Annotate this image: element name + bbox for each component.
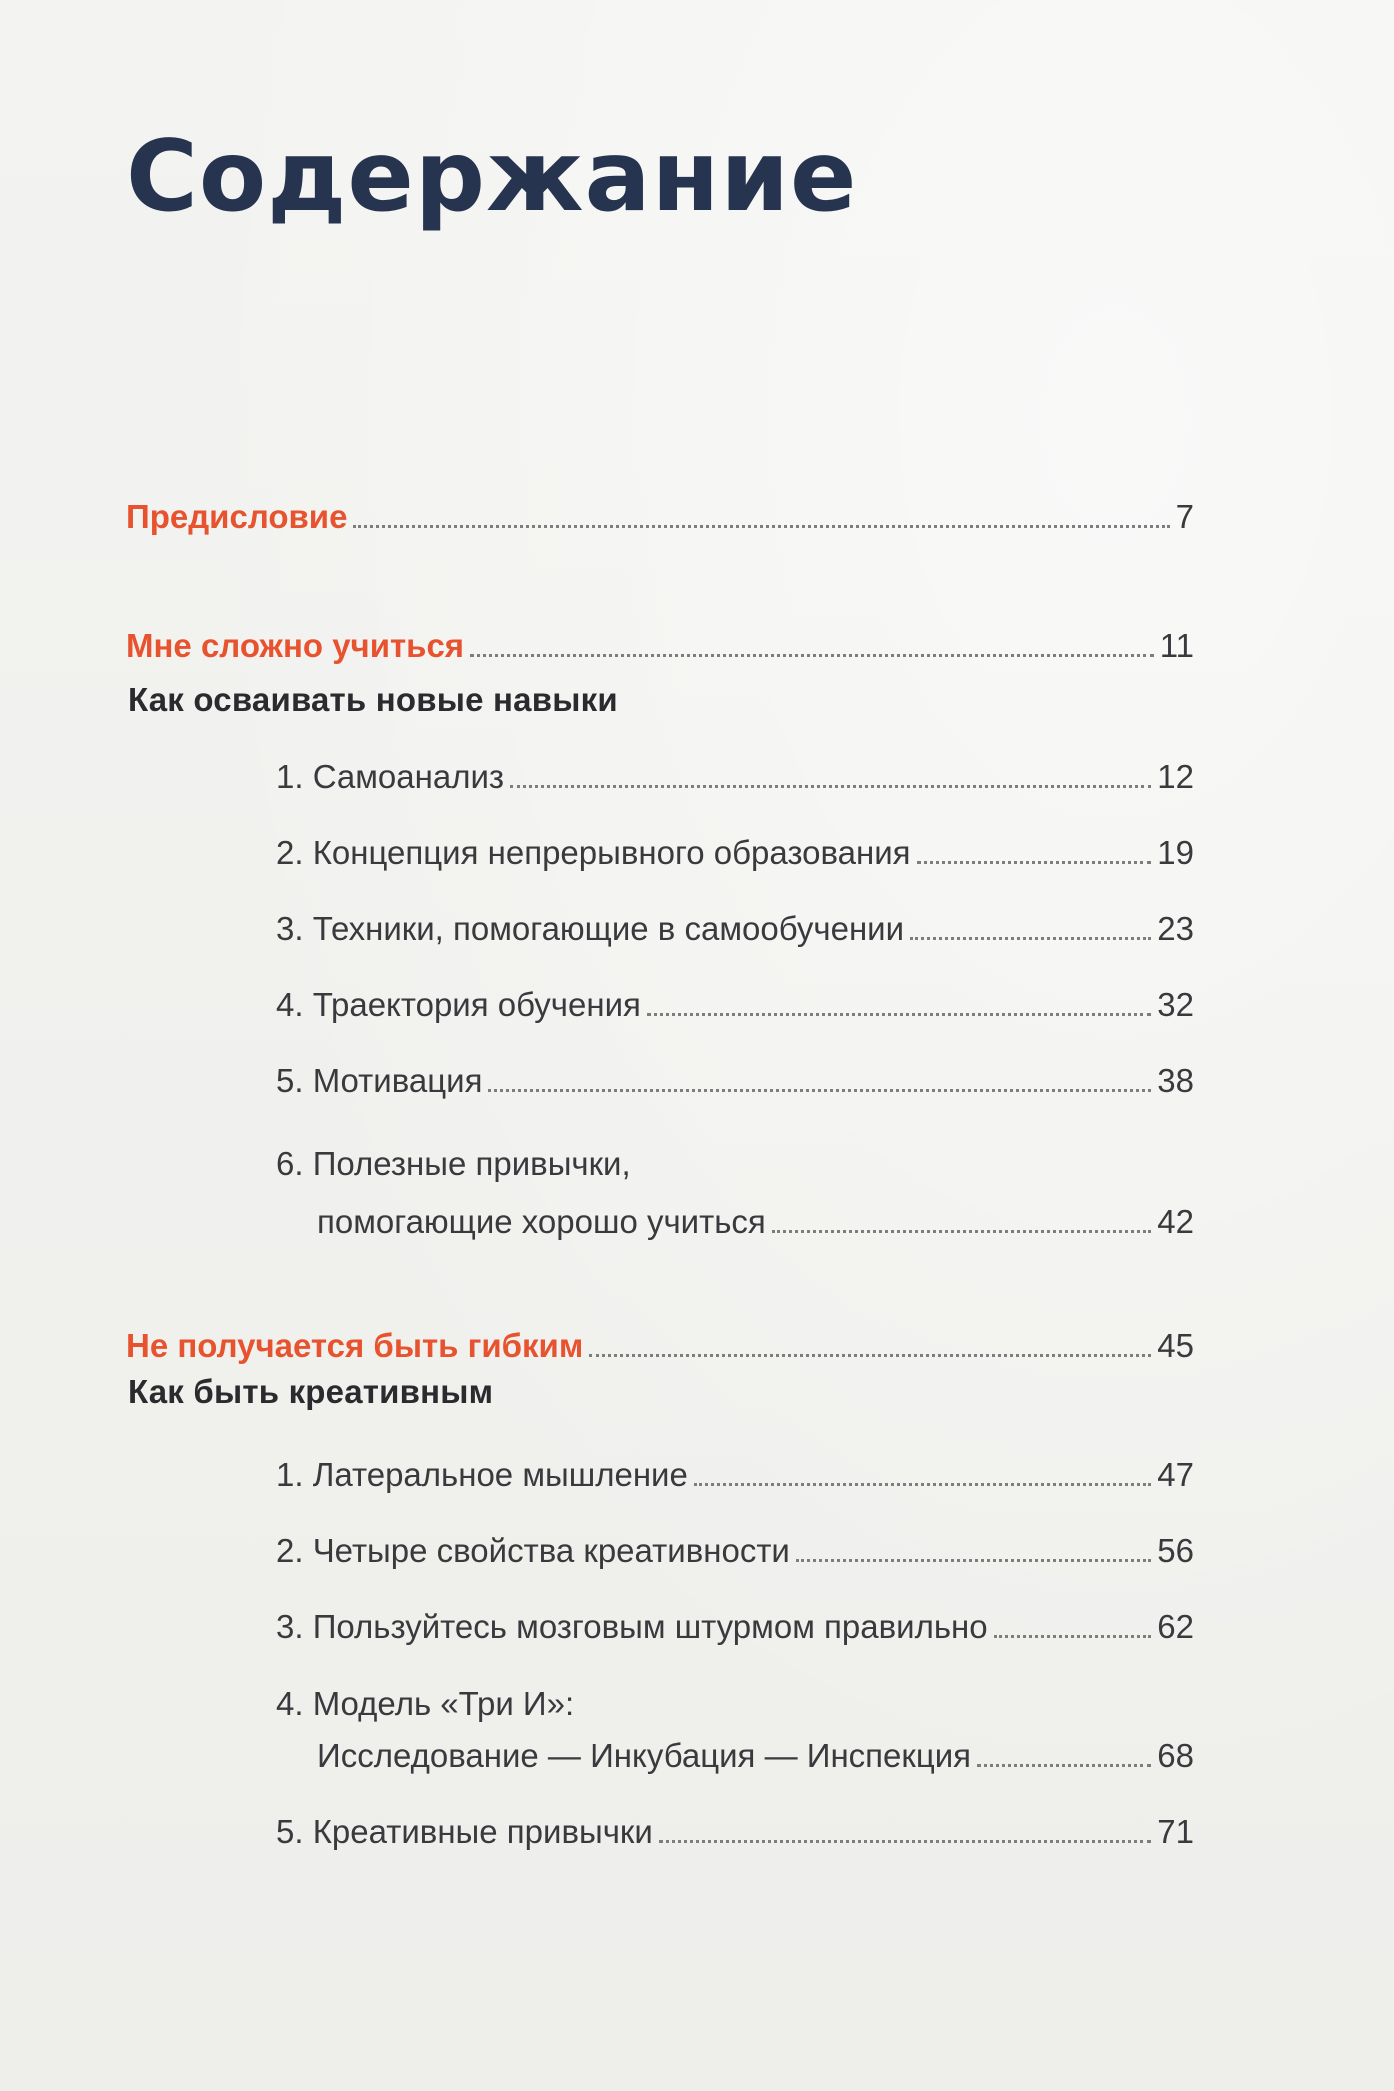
toc-item-label-line1: 6. Полезные привычки, xyxy=(276,1145,631,1182)
toc-page-number: 38 xyxy=(1157,1062,1194,1099)
toc-item-label: 3. Пользуйтесь мозговым штурмом правильно xyxy=(276,1608,988,1645)
toc-part-2-title[interactable] xyxy=(126,1326,1194,1366)
toc-page-number: 11 xyxy=(1159,627,1194,664)
toc-item-label: 5. Мотивация xyxy=(276,1062,483,1099)
toc-page-number: 12 xyxy=(1157,758,1194,795)
toc-item-label: 5. Креативные привычки xyxy=(276,1813,653,1850)
dot-leader xyxy=(917,861,1152,864)
toc-page-number: 42 xyxy=(1157,1203,1194,1240)
toc-part-label: Мне сложно учиться xyxy=(126,627,465,664)
toc-item-label-line1: 4. Модель «Три И»: xyxy=(276,1685,575,1722)
toc-part-label: Не получается быть гибким xyxy=(126,1327,584,1364)
toc-page-number: 7 xyxy=(1175,498,1194,535)
toc-page-number: 23 xyxy=(1157,910,1194,947)
dot-leader xyxy=(796,1559,1151,1562)
toc-item-label: 1. Самоанализ xyxy=(276,758,505,795)
toc-page-number: 71 xyxy=(1157,1813,1194,1850)
toc-item[interactable] xyxy=(276,833,1194,873)
toc-entry-label: Предисловие xyxy=(126,498,348,535)
toc-item[interactable] xyxy=(276,1061,1194,1101)
toc-page-number: 56 xyxy=(1157,1532,1194,1569)
toc-item-label: 1. Латеральное мышление xyxy=(276,1456,688,1493)
toc-item[interactable] xyxy=(276,757,1194,797)
dot-leader xyxy=(510,785,1151,788)
dot-leader xyxy=(470,654,1154,657)
toc-item[interactable] xyxy=(276,1607,1194,1647)
toc-entry-preface[interactable] xyxy=(126,497,1194,537)
dot-leader xyxy=(694,1483,1151,1486)
dot-leader xyxy=(910,937,1151,940)
toc-item[interactable] xyxy=(317,1736,1194,1776)
toc-item[interactable] xyxy=(276,1455,1194,1495)
toc-item[interactable] xyxy=(276,1812,1194,1852)
toc-item-label-line2: помогающие хорошо учиться xyxy=(317,1203,766,1240)
toc-page-number: 62 xyxy=(1157,1608,1194,1645)
dot-leader xyxy=(353,525,1169,528)
toc-item-label-line2: Исследование — Инкубация — Инспекция xyxy=(317,1737,972,1774)
toc-item[interactable] xyxy=(276,1531,1194,1571)
dot-leader xyxy=(488,1089,1151,1092)
toc-item-label: 3. Техники, помогающие в самообучении xyxy=(276,910,905,947)
dot-leader xyxy=(589,1354,1151,1357)
toc-item-label: 2. Четыре свойства креативности xyxy=(276,1532,790,1569)
toc-part-1-subtitle: Как осваивать новые навыки xyxy=(128,681,618,718)
toc-part-1-title[interactable] xyxy=(126,626,1194,666)
toc-page-number: 32 xyxy=(1157,986,1194,1023)
toc-page-number: 45 xyxy=(1157,1327,1194,1364)
toc-item-label: 2. Концепция непрерывного образования xyxy=(276,834,911,871)
toc-part-2-subtitle: Как быть креативным xyxy=(128,1373,494,1410)
toc-item[interactable] xyxy=(276,985,1194,1025)
dot-leader xyxy=(647,1013,1151,1016)
page-title: Содержание xyxy=(126,120,858,234)
dot-leader xyxy=(659,1840,1152,1843)
dot-leader xyxy=(994,1635,1152,1638)
dot-leader xyxy=(977,1764,1151,1767)
dot-leader xyxy=(772,1230,1152,1233)
toc-page-number: 68 xyxy=(1157,1737,1194,1774)
toc-item-label: 4. Траектория обучения xyxy=(276,986,641,1023)
toc-page-number: 47 xyxy=(1157,1456,1194,1493)
toc-item[interactable] xyxy=(317,1202,1194,1242)
toc-item[interactable] xyxy=(276,909,1194,949)
toc-page-number: 19 xyxy=(1157,834,1194,871)
